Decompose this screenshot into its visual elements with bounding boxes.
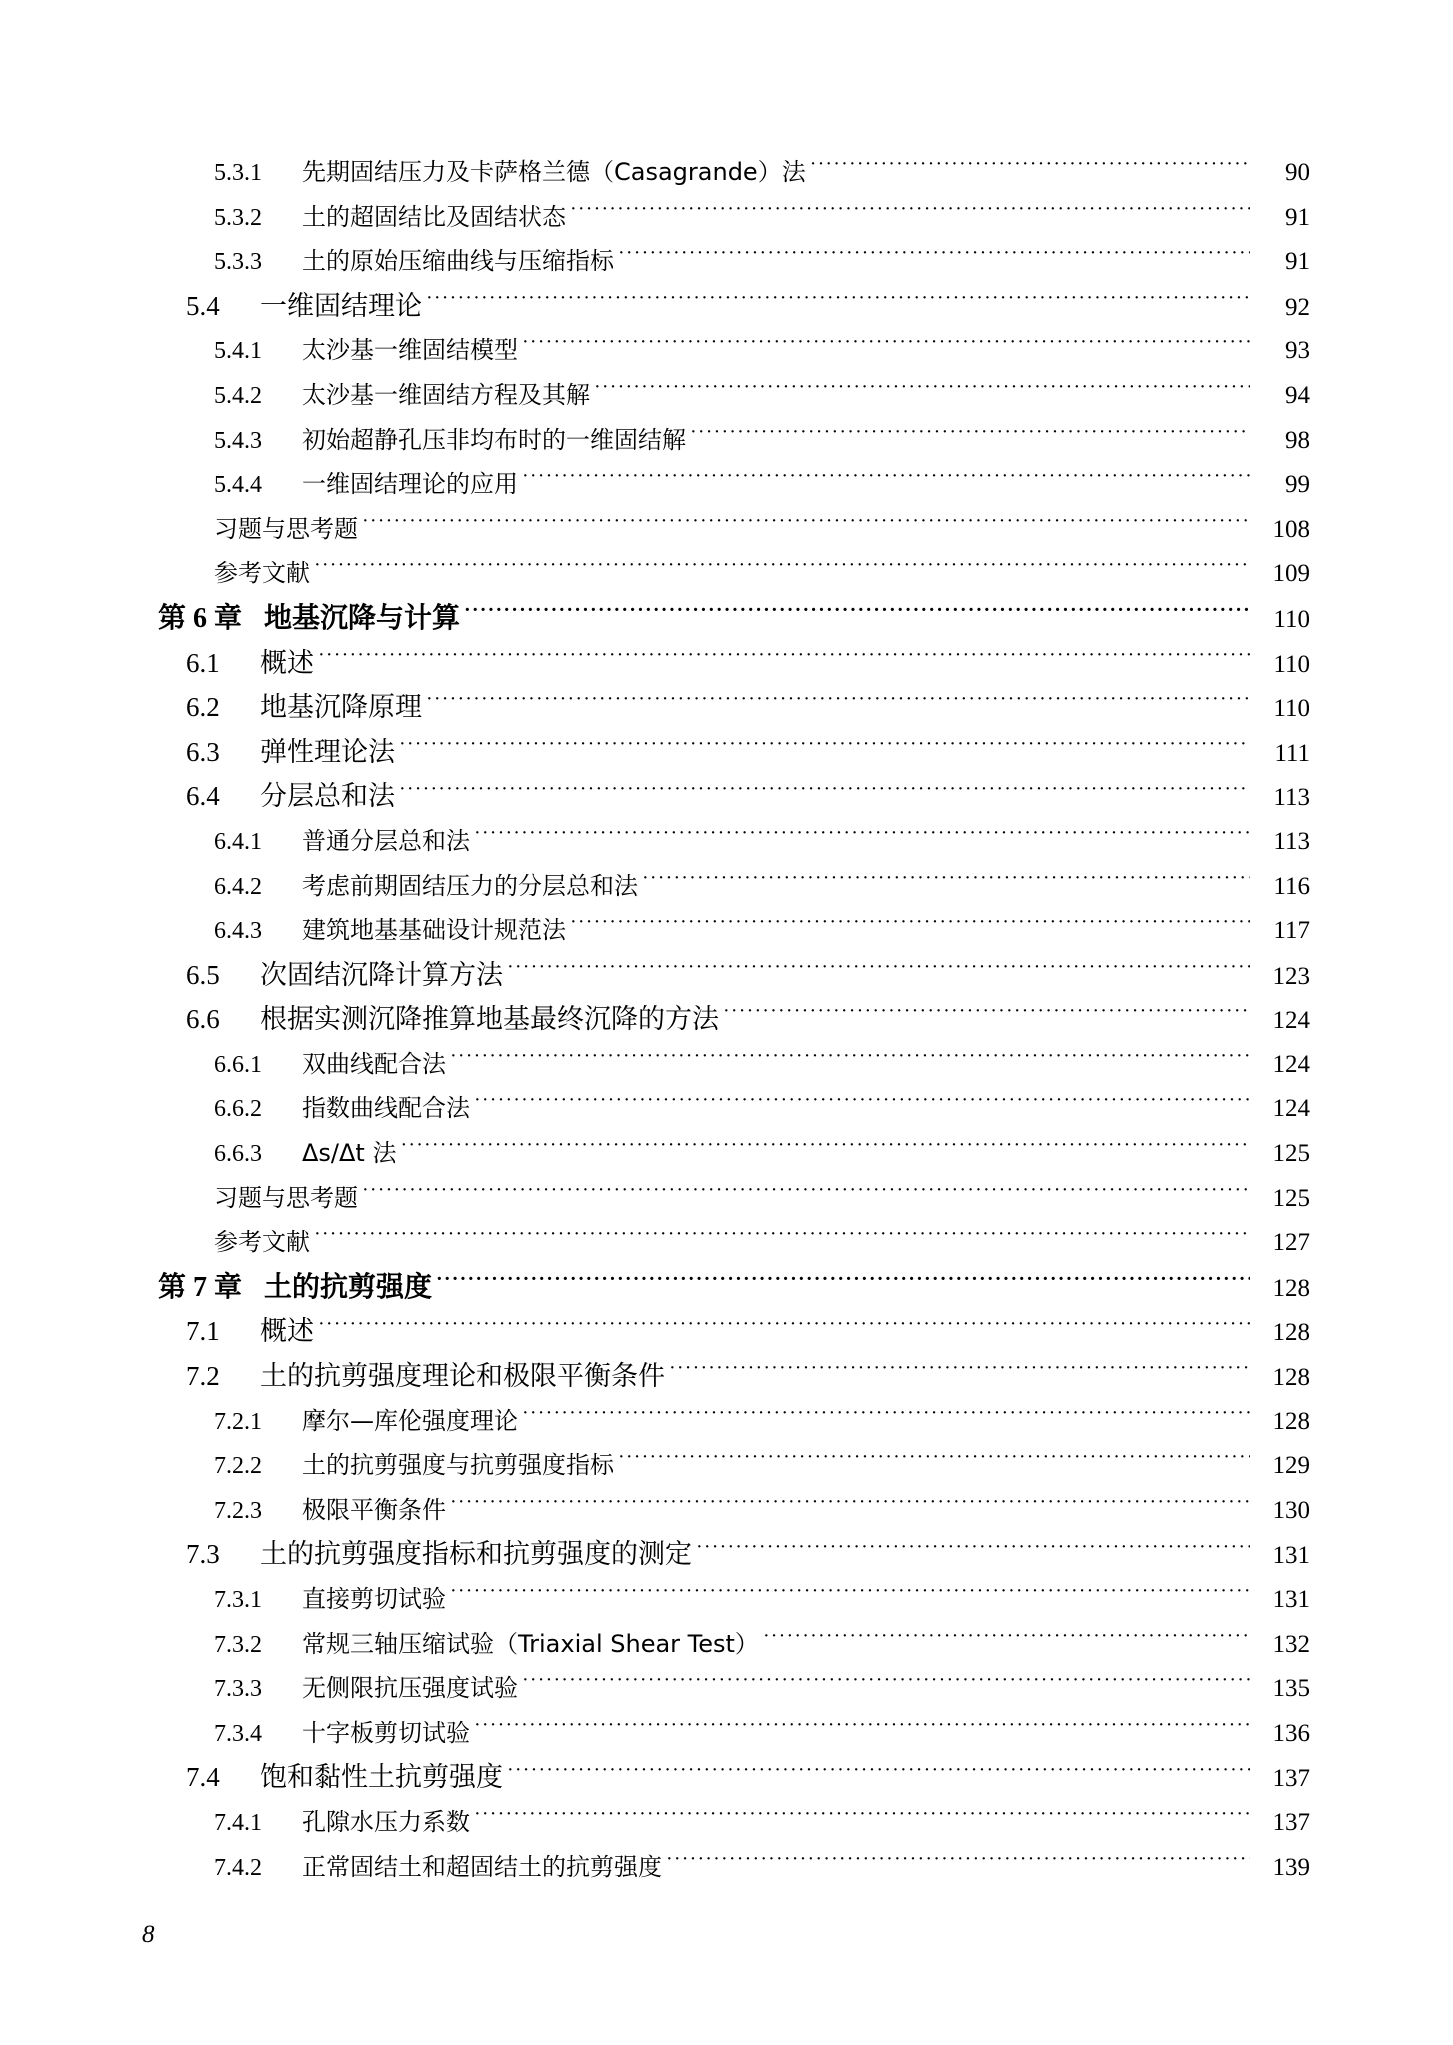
toc-entry-number: 5.4.3: [214, 427, 262, 454]
toc-entry-title: 孔隙水压力系数: [302, 1807, 470, 1836]
toc-entry-page-number: 109: [1272, 560, 1310, 588]
toc-leader-dots: [696, 1536, 1250, 1563]
toc-entry-number: 7.4.1: [214, 1809, 262, 1836]
toc-entry-title: 饱和黏性土抗剪强度: [260, 1762, 503, 1794]
toc-entry-title: 考虑前期固结压力的分层总和法: [302, 871, 638, 900]
toc-entry[interactable]: [0, 685, 1453, 730]
toc-entry[interactable]: [0, 641, 1453, 686]
toc-entry-title: 地基沉降与计算: [264, 600, 461, 634]
toc-entry-title: 土的原始压缩曲线与压缩指标: [302, 247, 614, 276]
toc-entry-page-number: 128: [1272, 1364, 1310, 1392]
toc-leader-dots: [436, 1268, 1250, 1296]
toc-entry-page-number: 128: [1272, 1407, 1310, 1435]
toc-entry-number: 5.3.1: [214, 160, 262, 186]
toc-entry-number: 6.4: [186, 781, 220, 812]
toc-entry[interactable]: [0, 507, 1453, 552]
toc-entry[interactable]: [0, 1532, 1453, 1577]
toc-entry-number: 7.2.2: [214, 1453, 262, 1480]
toc-leader-dots: [450, 1583, 1250, 1607]
toc-entry[interactable]: [0, 953, 1453, 998]
toc-entry-page-number: 132: [1272, 1630, 1310, 1658]
toc-leader-dots: [618, 1449, 1250, 1473]
toc-entry-title: 概述: [260, 1316, 314, 1348]
toc-entry-title: 普通分层总和法: [302, 826, 470, 855]
toc-entry-title: 先期固结压力及卡萨格兰德（Casagrande）法: [302, 158, 806, 186]
toc-entry-page-number: 137: [1272, 1765, 1310, 1793]
toc-leader-dots: [723, 1001, 1250, 1028]
toc-entry-number: 6.4.1: [214, 828, 262, 855]
toc-entry-page-number: 91: [1285, 248, 1310, 276]
toc-entry[interactable]: [0, 730, 1453, 775]
toc-entry-page-number: 98: [1285, 426, 1310, 454]
toc-entry-number: 6.6.3: [214, 1141, 262, 1168]
toc-entry-title: 指数曲线配合法: [302, 1094, 470, 1123]
toc-leader-dots: [450, 1048, 1250, 1072]
toc-entry[interactable]: [0, 1220, 1453, 1265]
toc-entry-number: 6.4.3: [214, 918, 262, 945]
toc-entry[interactable]: [0, 1399, 1453, 1444]
toc-entry-title: 土的抗剪强度理论和极限平衡条件: [260, 1361, 665, 1393]
toc-entry[interactable]: [0, 596, 1453, 641]
toc-entry-title: 分层总和法: [260, 781, 395, 813]
toc-entry-page-number: 117: [1273, 917, 1310, 945]
toc-entry[interactable]: [0, 1711, 1453, 1756]
toc-leader-dots: [314, 557, 1250, 581]
toc-leader-dots: [314, 1226, 1250, 1250]
toc-entry-title: 双曲线配合法: [302, 1049, 446, 1078]
toc-entry-page-number: 125: [1272, 1140, 1310, 1168]
toc-leader-dots: [362, 513, 1250, 537]
toc-entry-title: 参考文献: [214, 1228, 310, 1257]
toc-entry-title: 太沙基一维固结方程及其解: [302, 380, 590, 409]
toc-leader-dots: [464, 599, 1250, 627]
toc-entry-number: 6.3: [186, 736, 220, 767]
toc-entry-title: 概述: [260, 647, 314, 679]
toc-entry-number: 7.3.1: [214, 1587, 262, 1613]
toc-entry[interactable]: [0, 774, 1453, 819]
toc-leader-dots: [618, 245, 1250, 269]
toc-entry-page-number: 131: [1272, 1542, 1310, 1570]
toc-entry[interactable]: [0, 1666, 1453, 1711]
toc-entry-page-number: 129: [1272, 1452, 1310, 1480]
toc-entry[interactable]: [0, 551, 1453, 596]
toc-entry-title: 无侧限抗压强度试验: [302, 1674, 518, 1703]
toc-entry[interactable]: [0, 239, 1453, 284]
toc-entry-number: 7.3.2: [214, 1631, 262, 1658]
toc-entry[interactable]: [0, 1086, 1453, 1131]
toc-entry-title: 习题与思考题: [214, 1183, 358, 1212]
toc-leader-dots: [810, 156, 1250, 180]
toc-entry-number: 5.4: [186, 290, 220, 321]
toc-leader-dots: [522, 1672, 1250, 1696]
toc-entry-number: 7.4.2: [214, 1854, 262, 1881]
toc-entry-page-number: 110: [1273, 695, 1310, 723]
toc-entry[interactable]: [0, 373, 1453, 418]
toc-leader-dots: [666, 1851, 1250, 1875]
toc-entry-title: 太沙基一维固结模型: [302, 336, 518, 365]
toc-entry-page-number: 127: [1272, 1229, 1310, 1257]
toc-leader-dots: [570, 201, 1250, 225]
toc-entry-number: 7.2.1: [214, 1408, 262, 1435]
toc-leader-dots: [400, 1137, 1250, 1161]
toc-entry-page-number: 137: [1272, 1808, 1310, 1836]
toc-entry[interactable]: [0, 284, 1453, 329]
toc-entry-title: 土的抗剪强度指标和抗剪强度的测定: [260, 1539, 692, 1571]
toc-leader-dots: [399, 778, 1250, 805]
toc-leader-dots: [426, 689, 1250, 716]
toc-entry-title: 地基沉降原理: [260, 692, 422, 724]
toc-leader-dots: [474, 1717, 1250, 1741]
toc-entry[interactable]: [0, 1354, 1453, 1399]
toc-entry[interactable]: [0, 195, 1453, 240]
toc-leader-dots: [594, 379, 1250, 403]
toc-entry[interactable]: [0, 1488, 1453, 1533]
toc-entry[interactable]: [0, 819, 1453, 864]
toc-leader-dots: [474, 825, 1250, 849]
toc-entry[interactable]: [0, 1755, 1453, 1800]
toc-entry-page-number: 94: [1285, 381, 1310, 409]
toc-entry-page-number: 93: [1285, 337, 1310, 365]
toc-entry-page-number: 92: [1285, 293, 1310, 321]
toc-entry-title: 常规三轴压缩试验（Triaxial Shear Test）: [302, 1629, 759, 1658]
toc-entry-page-number: 135: [1272, 1675, 1310, 1703]
toc-entry-page-number: 111: [1274, 739, 1310, 767]
toc-entry-page-number: 113: [1273, 827, 1310, 855]
toc-entry-title: 一维固结理论的应用: [302, 470, 518, 499]
toc-entry[interactable]: [0, 328, 1453, 373]
toc-entry[interactable]: [0, 150, 1453, 195]
toc-entry-page-number: 131: [1272, 1586, 1310, 1613]
toc-entry-title: 建筑地基基础设计规范法: [302, 916, 566, 945]
toc-entry-number: 7.3.3: [214, 1676, 262, 1703]
toc-entry-page-number: 124: [1272, 1007, 1310, 1035]
toc-entry-page-number: 90: [1285, 159, 1310, 186]
toc-entry-number: 6.6.2: [214, 1096, 262, 1123]
toc-entry[interactable]: [0, 1265, 1453, 1310]
toc-entry-title: 习题与思考题: [214, 514, 358, 543]
toc-entry-number: 6.6: [186, 1004, 220, 1035]
toc-entry-title: 土的超固结比及固结状态: [302, 202, 566, 231]
toc-entry-page-number: 99: [1285, 471, 1310, 499]
toc-entry-page-number: 130: [1272, 1496, 1310, 1524]
toc-entry-number: 5.4.4: [214, 472, 262, 499]
toc-entry-number: 5.4.1: [214, 338, 262, 365]
toc-entry-title: 摩尔—库伦强度理论: [302, 1406, 518, 1435]
toc-entry[interactable]: [0, 1042, 1453, 1087]
toc-entry-number: 7.3.4: [214, 1720, 262, 1747]
toc-leader-dots: [522, 1405, 1250, 1429]
toc-leader-dots: [522, 334, 1250, 358]
toc-leader-dots: [474, 1092, 1250, 1116]
toc-entry[interactable]: [0, 908, 1453, 953]
toc-entry-title: 正常固结土和超固结土的抗剪强度: [302, 1852, 662, 1881]
toc-entry-number: 7.3: [186, 1539, 220, 1570]
toc-leader-dots: [570, 914, 1250, 938]
toc-entry[interactable]: [0, 1443, 1453, 1488]
footer-page-number: 8: [142, 1921, 155, 1948]
toc-entry-number: 6.4.2: [214, 873, 262, 900]
toc-entry-page-number: 124: [1272, 1050, 1310, 1078]
toc-entry-page-number: 124: [1272, 1095, 1310, 1123]
toc-entry[interactable]: [0, 418, 1453, 463]
toc-leader-dots: [522, 468, 1250, 492]
toc-leader-dots: [318, 1313, 1250, 1340]
toc-entry-page-number: 123: [1272, 962, 1310, 990]
toc-leader-dots: [669, 1358, 1250, 1385]
toc-entry-page-number: 128: [1272, 1274, 1310, 1302]
toc-entry-number: 7.4: [186, 1762, 220, 1793]
toc-entry-page-number: 125: [1272, 1184, 1310, 1212]
toc-entry-title: 土的抗剪强度: [264, 1269, 433, 1303]
toc-entry-title: 极限平衡条件: [302, 1495, 446, 1524]
toc-entry[interactable]: [0, 462, 1453, 507]
toc-entry-number: 6.2: [186, 692, 220, 723]
toc-entry[interactable]: [0, 864, 1453, 909]
toc-leader-dots: [507, 1759, 1250, 1786]
toc-entry-number: 7.2: [186, 1361, 220, 1392]
toc-entry-title: 弹性理论法: [260, 736, 395, 768]
toc-entry-title: 根据实测沉降推算地基最终沉降的方法: [260, 1004, 719, 1036]
toc-leader-dots: [507, 957, 1250, 984]
toc-entry-number: 第 6 章: [158, 602, 243, 634]
toc-entry-page-number: 108: [1272, 515, 1310, 543]
toc-leader-dots: [763, 1628, 1250, 1652]
table-of-contents: [0, 150, 1453, 1889]
toc-leader-dots: [362, 1182, 1250, 1206]
toc-entry[interactable]: [0, 997, 1453, 1042]
toc-entry-number: 7.1: [186, 1316, 220, 1347]
toc-entry-page-number: 110: [1273, 650, 1310, 678]
toc-leader-dots: [399, 734, 1250, 761]
toc-entry[interactable]: [0, 1176, 1453, 1221]
toc-entry-title: 土的抗剪强度与抗剪强度指标: [302, 1451, 614, 1480]
toc-entry-number: 第 7 章: [158, 1271, 243, 1303]
toc-entry-number: 7.2.3: [214, 1497, 262, 1524]
toc-entry-page-number: 113: [1273, 784, 1310, 812]
toc-entry-title: 次固结沉降计算方法: [260, 959, 503, 991]
toc-entry-page-number: 91: [1285, 203, 1310, 231]
toc-entry-number: 6.1: [186, 647, 220, 678]
toc-entry-number: 5.3.2: [214, 204, 262, 231]
toc-leader-dots: [426, 288, 1250, 315]
toc-entry[interactable]: [0, 1845, 1453, 1890]
toc-entry-page-number: 128: [1272, 1319, 1310, 1347]
toc-entry-title: 参考文献: [214, 559, 310, 588]
toc-entry-page-number: 116: [1273, 872, 1310, 900]
toc-entry-title: 十字板剪切试验: [302, 1718, 470, 1747]
toc-entry-page-number: 110: [1273, 605, 1310, 633]
toc-entry-page-number: 139: [1272, 1853, 1310, 1881]
toc-entry[interactable]: [0, 1800, 1453, 1845]
toc-entry[interactable]: [0, 1622, 1453, 1667]
toc-entry-number: 6.6.1: [214, 1051, 262, 1078]
toc-entry-number: 5.3.3: [214, 249, 262, 276]
toc-entry[interactable]: [0, 1131, 1453, 1176]
toc-leader-dots: [690, 424, 1250, 448]
toc-leader-dots: [642, 870, 1250, 894]
toc-entry[interactable]: [0, 1577, 1453, 1622]
toc-leader-dots: [318, 645, 1250, 672]
toc-entry-number: 5.4.2: [214, 382, 262, 409]
toc-entry[interactable]: [0, 1309, 1453, 1354]
toc-entry-title: 初始超静孔压非均布时的一维固结解: [302, 425, 686, 454]
toc-entry-number: 6.5: [186, 959, 220, 990]
toc-entry-title: 一维固结理论: [260, 290, 422, 322]
toc-entry-page-number: 136: [1272, 1719, 1310, 1747]
toc-entry-title: Δs/Δt 法: [302, 1139, 397, 1168]
toc-leader-dots: [474, 1806, 1250, 1830]
toc-entry-title: 直接剪切试验: [302, 1585, 446, 1613]
toc-leader-dots: [450, 1494, 1250, 1518]
